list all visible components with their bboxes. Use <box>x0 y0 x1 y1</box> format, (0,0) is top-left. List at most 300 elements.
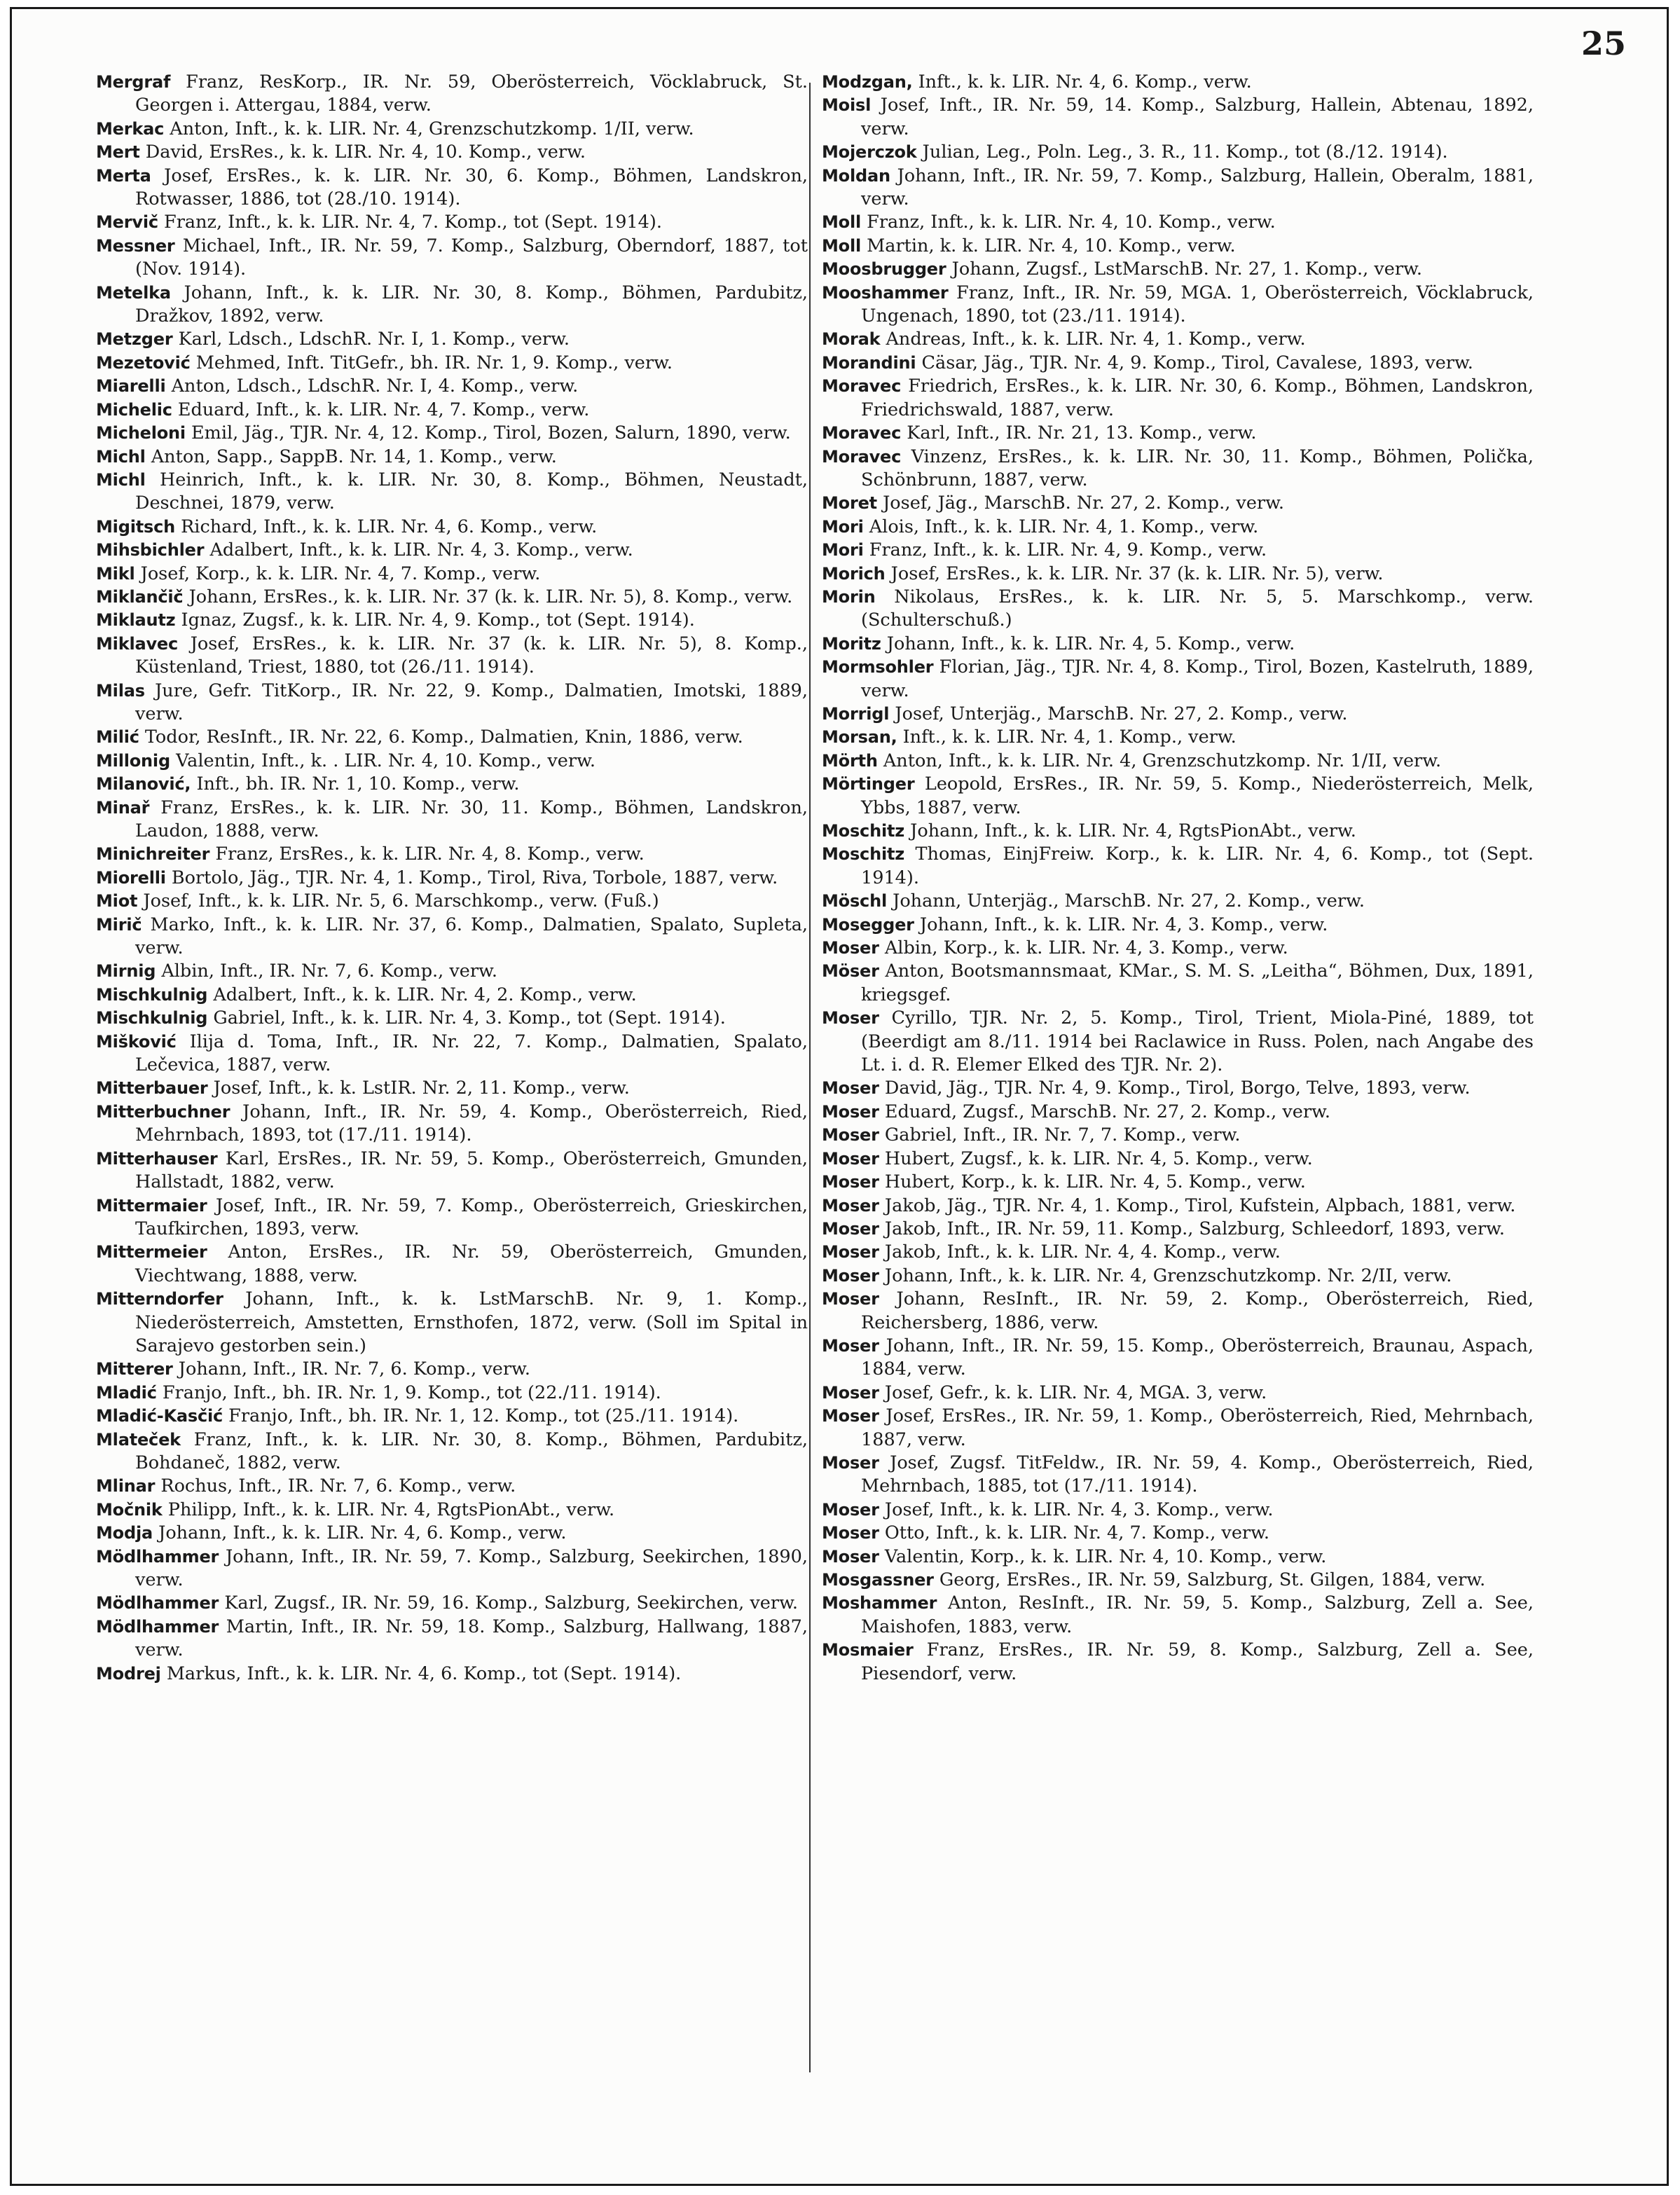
register-entry <box>96 726 808 749</box>
entry-surname: Moser <box>822 1008 879 1028</box>
entry-details: Anton, Sapp., SappB. Nr. 14, 1. Komp., verw. <box>151 446 557 467</box>
entry-details: Josef, Korp., k. k. LIR. Nr. 4, 7. Komp., verw. <box>140 563 541 584</box>
register-entry <box>822 1265 1534 1288</box>
entry-details: Karl, Ldsch., LdschR. Nr. I, 1. Komp., verw. <box>178 329 570 350</box>
entry-details: Valentin, Inft., k. . LIR. Nr. 4, 10. Komp., verw. <box>176 750 595 771</box>
register-entry <box>96 516 808 539</box>
register-entry <box>96 375 808 398</box>
entry-details: Johann, Inft., k. k. LIR. Nr. 30, 8. Komp., Böhmen, Pardubitz, Dražkov, 1892, verw. <box>135 282 808 327</box>
entry-details: Hubert, Zugsf., k. k. LIR. Nr. 4, 5. Komp., verw. <box>884 1148 1313 1169</box>
entry-details: Rochus, Inft., IR. Nr. 7, 6. Komp., verw. <box>160 1475 516 1497</box>
register-entry <box>822 960 1534 1007</box>
entry-surname: Mitterbauer <box>96 1078 208 1099</box>
entry-surname: Mitterbuchner <box>96 1101 230 1122</box>
entry-details: Josef, ErsRes., k. k. LIR. Nr. 37 (k. k. LIR. Nr. 5), verw. <box>890 563 1384 584</box>
entry-surname: Miklančič <box>96 586 184 607</box>
register-entry <box>96 469 808 516</box>
entry-details: Josef, Zugsf. TitFeldw., IR. Nr. 59, 4. Komp., Oberösterreich, Ried, Mehrnbach, 1885, tot (17./11. 1914). <box>861 1452 1534 1497</box>
entry-surname: Mörth <box>822 750 878 771</box>
entry-surname: Moosbrugger <box>822 259 946 280</box>
register-entry <box>96 1546 808 1592</box>
register-entry <box>96 750 808 773</box>
register-entry <box>822 1077 1534 1100</box>
register-entry <box>822 492 1534 515</box>
entry-surname: Moravec <box>822 446 902 467</box>
register-entry <box>96 773 808 796</box>
register-entry <box>96 563 808 586</box>
entry-details: Inft., k. k. LIR. Nr. 4, 6. Komp., verw. <box>918 71 1252 92</box>
register-entry <box>96 914 808 961</box>
entry-surname: Miarelli <box>96 376 166 397</box>
entry-details: Franz, ErsRes., k. k. LIR. Nr. 30, 11. Komp., Böhmen, Landskron, Laudon, 1888, verw. <box>135 797 808 841</box>
entry-surname: Moll <box>822 212 862 233</box>
entry-surname: Miklavec <box>96 633 179 654</box>
entry-details: Anton, ErsRes., IR. Nr. 59, Oberösterreich, Gmunden, Viechtwang, 1888, verw. <box>135 1241 808 1286</box>
register-entry <box>96 1592 808 1615</box>
register-entry <box>96 1499 808 1522</box>
entry-surname: Morsan, <box>822 727 897 748</box>
entry-surname: Mosegger <box>822 914 914 935</box>
register-entry <box>96 890 808 913</box>
entry-details: Jure, Gefr. TitKorp., IR. Nr. 22, 9. Komp., Dalmatien, Imotski, 1889, verw. <box>135 680 808 724</box>
entry-surname: Micheloni <box>96 423 186 443</box>
entry-surname: Michelic <box>96 399 172 420</box>
register-entry <box>822 937 1534 960</box>
entry-details: Bortolo, Jäg., TJR. Nr. 4, 1. Komp., Tirol, Riva, Torbole, 1887, verw. <box>171 867 778 888</box>
register-entry <box>822 1522 1534 1545</box>
register-entry <box>822 633 1534 656</box>
entry-surname: Morich <box>822 563 886 584</box>
entry-details: Thomas, EinjFreiw. Korp., k. k. LIR. Nr. 4, 6. Komp., tot (Sept. 1914). <box>861 844 1534 888</box>
register-entry <box>96 165 808 212</box>
entry-surname: Morin <box>822 586 876 607</box>
entry-surname: Moravec <box>822 423 902 443</box>
entry-surname: Morandini <box>822 352 916 373</box>
entry-details: Johann, Inft., IR. Nr. 59, 15. Komp., Oberösterreich, Braunau, Aspach, 1884, verw. <box>861 1335 1534 1380</box>
entry-surname: Mlateček <box>96 1429 181 1450</box>
entry-details: Martin, k. k. LIR. Nr. 4, 10. Komp., verw. <box>867 235 1236 256</box>
register-entry <box>822 563 1534 586</box>
entry-details: Franz, ErsRes., IR. Nr. 59, 8. Komp., Salzburg, Zell a. See, Piesendorf, verw. <box>861 1639 1534 1684</box>
register-entry <box>822 914 1534 937</box>
entry-surname: Mergraf <box>96 72 171 92</box>
entry-details: Vinzenz, ErsRes., k. k. LIR. Nr. 30, 11. Komp., Böhmen, Polička, Schönbrunn, 1887, verw. <box>861 446 1534 490</box>
entry-details: Mehmed, Inft. TitGefr., bh. IR. Nr. 1, 9. Komp., verw. <box>195 352 673 373</box>
register-entry <box>822 516 1534 539</box>
entry-details: Franz, Inft., IR. Nr. 59, MGA. 1, Oberösterreich, Vöcklabruck, Ungenach, 1890, tot (23./11. 1914). <box>861 282 1534 327</box>
register-entry <box>96 1405 808 1428</box>
entry-details: Adalbert, Inft., k. k. LIR. Nr. 4, 3. Komp., verw. <box>209 539 633 561</box>
entry-surname: Moser <box>822 1289 879 1309</box>
entry-surname: Mödlhammer <box>96 1616 219 1637</box>
entry-surname: Moser <box>822 1265 879 1286</box>
entry-surname: Morrigl <box>822 703 890 724</box>
entry-details: Franz, ResKorp., IR. Nr. 59, Oberösterreich, Vöcklabruck, St. Georgen i. Attergau, 1884, verw. <box>135 71 808 116</box>
entry-surname: Moschitz <box>822 821 905 841</box>
register-entry <box>822 1452 1534 1499</box>
register-entry <box>96 680 808 727</box>
register-entry <box>96 984 808 1007</box>
entry-surname: Mladić <box>96 1382 157 1403</box>
register-entry <box>96 1616 808 1663</box>
register-entry <box>96 1429 808 1475</box>
entry-details: Josef, ErsRes., k. k. LIR. Nr. 37 (k. k. LIR. Nr. 5), 8. Komp., Küstenland, Triest, 1880, tot (26./11. 1914). <box>135 633 808 678</box>
entry-details: Franjo, Inft., bh. IR. Nr. 1, 9. Komp., tot (22./11. 1914). <box>162 1382 661 1403</box>
register-entry <box>822 71 1534 94</box>
entry-surname: Mišković <box>96 1031 177 1052</box>
entry-surname: Moser <box>822 1452 879 1473</box>
entry-surname: Millonig <box>96 750 170 771</box>
entry-surname: Moravec <box>822 376 902 397</box>
entry-surname: Miorelli <box>96 867 166 888</box>
entry-surname: Moser <box>822 1148 879 1169</box>
entry-details: Anton, Inft., k. k. LIR. Nr. 4, Grenzschutzkomp. Nr. 1/II, verw. <box>883 750 1442 771</box>
entry-details: Florian, Jäg., TJR. Nr. 4, 8. Komp., Tirol, Bozen, Kastelruth, 1889, verw. <box>861 656 1534 701</box>
entry-details: Josef, Gefr., k. k. LIR. Nr. 4, MGA. 3, verw. <box>884 1382 1267 1403</box>
entry-surname: Möser <box>822 961 879 982</box>
entry-surname: Moser <box>822 938 879 958</box>
entry-surname: Mirnig <box>96 961 156 982</box>
register-entry <box>96 1288 808 1358</box>
entry-surname: Mert <box>96 142 140 163</box>
entry-details: Josef, ErsRes., IR. Nr. 59, 1. Komp., Oberösterreich, Ried, Mehrnbach, 1887, verw. <box>861 1405 1534 1450</box>
register-entry <box>96 1007 808 1030</box>
register-entry <box>822 422 1534 445</box>
entry-details: Marko, Inft., k. k. LIR. Nr. 37, 6. Komp., Dalmatien, Spalato, Supleta, verw. <box>135 914 808 959</box>
register-entry <box>822 890 1534 913</box>
entry-surname: Moisl <box>822 95 872 116</box>
entry-surname: Mojerczok <box>822 142 917 163</box>
entry-details: Karl, Zugsf., IR. Nr. 59, 16. Komp., Salzburg, Seekirchen, verw. <box>224 1592 798 1614</box>
entry-surname: Merkac <box>96 118 165 139</box>
register-entry <box>96 960 808 983</box>
register-entry <box>96 282 808 329</box>
entry-details: Anton, Ldsch., LdschR. Nr. I, 4. Komp., verw. <box>171 376 579 397</box>
entry-surname: Moldan <box>822 165 890 186</box>
entry-details: Julian, Leg., Poln. Leg., 3. R., 11. Komp., tot (8./12. 1914). <box>922 142 1448 163</box>
register-entry <box>822 1382 1534 1405</box>
entry-details: Gabriel, Inft., IR. Nr. 7, 7. Komp., verw. <box>884 1124 1241 1146</box>
entry-details: Hubert, Korp., k. k. LIR. Nr. 4, 5. Komp., verw. <box>884 1171 1306 1193</box>
entry-details: Inft., bh. IR. Nr. 1, 10. Komp., verw. <box>196 773 520 795</box>
entry-surname: Milas <box>96 680 145 701</box>
entry-surname: Mosgassner <box>822 1570 934 1590</box>
register-entry <box>822 539 1534 562</box>
entry-surname: Mischkulnig <box>96 984 208 1005</box>
register-entry <box>822 773 1534 820</box>
entry-details: David, ErsRes., k. k. LIR. Nr. 4, 10. Komp., verw. <box>145 142 586 163</box>
register-entry <box>822 1569 1534 1592</box>
register-entry <box>822 446 1534 493</box>
register-entry <box>822 1218 1534 1241</box>
entry-details: Josef, ErsRes., k. k. LIR. Nr. 30, 6. Komp., Böhmen, Landskron, Rotwasser, 1886, tot (28./10. 1914). <box>135 165 808 210</box>
entry-surname: Michl <box>96 469 146 490</box>
register-entry <box>822 656 1534 703</box>
entry-surname: Moritz <box>822 633 881 654</box>
entry-details: Franz, Inft., k. k. LIR. Nr. 30, 8. Komp., Böhmen, Pardubitz, Bohdaneč, 1882, verw. <box>135 1429 808 1473</box>
entry-surname: Moser <box>822 1172 879 1192</box>
register-entry <box>96 1148 808 1195</box>
entry-details: Johann, Inft., k. k. LstMarschB. Nr. 9, 1. Komp., Niederösterreich, Amstetten, Ernsthofen, 1872, verw. (Soll im Spital in Sarajevo gestorben sein.) <box>135 1288 808 1356</box>
entry-surname: Mischkulnig <box>96 1008 208 1028</box>
register-entry <box>822 1405 1534 1452</box>
entry-surname: Michl <box>96 446 146 467</box>
entry-details: Cyrillo, TJR. Nr. 2, 5. Komp., Tirol, Trient, Miola-Piné, 1889, tot (Beerdigt am 8./11. 1914 bei Raclawice in Russ. Polen, nach Angabe des Lt. i. d. R. Elemer Elked des TJR. Nr. 2). <box>861 1007 1534 1076</box>
page-number: 25 <box>1581 25 1626 62</box>
register-entry <box>96 1475 808 1498</box>
entry-details: Johann, Zugsf., LstMarschB. Nr. 27, 1. Komp., verw. <box>951 259 1422 280</box>
register-entry <box>96 1195 808 1241</box>
entry-surname: Merta <box>96 165 151 186</box>
register-entry <box>822 1592 1534 1639</box>
entry-details: Ilija d. Toma, Inft., IR. Nr. 22, 7. Komp., Dalmatien, Spalato, Lečevica, 1887, verw. <box>135 1031 808 1076</box>
register-entry <box>96 352 808 375</box>
entry-details: Adalbert, Inft., k. k. LIR. Nr. 4, 2. Komp., verw. <box>213 984 637 1005</box>
entry-surname: Miot <box>96 891 138 911</box>
entry-surname: Mladić-Kasčić <box>96 1406 223 1426</box>
entry-surname: Mödlhammer <box>96 1593 219 1613</box>
register-entry <box>96 1031 808 1078</box>
entry-surname: Moser <box>822 1101 879 1122</box>
entry-details: Heinrich, Inft., k. k. LIR. Nr. 30, 8. Komp., Böhmen, Neustadt, Deschnei, 1879, verw. <box>135 469 808 514</box>
register-entry <box>96 328 808 351</box>
entry-details: Martin, Inft., IR. Nr. 59, 18. Komp., Salzburg, Hallwang, 1887, verw. <box>135 1616 808 1661</box>
register-entry <box>822 1148 1534 1171</box>
register-entry <box>96 867 808 890</box>
entry-details: Franz, Inft., k. k. LIR. Nr. 4, 7. Komp., tot (Sept. 1914). <box>164 212 662 233</box>
entry-details: Johann, Inft., k. k. LIR. Nr. 4, 5. Komp., verw. <box>886 633 1295 654</box>
entry-surname: Metzger <box>96 329 173 350</box>
register-entry <box>822 211 1534 234</box>
entry-details: Philipp, Inft., k. k. LIR. Nr. 4, RgtsPionAbt., verw. <box>167 1499 615 1520</box>
entry-details: Josef, Inft., IR. Nr. 59, 7. Komp., Oberösterreich, Grieskirchen, Taufkirchen, 1893, verw. <box>135 1195 808 1239</box>
entry-details: Johann, Inft., k. k. LIR. Nr. 4, 6. Komp., verw. <box>158 1522 567 1544</box>
entry-details: Josef, Unterjäg., MarschB. Nr. 27, 2. Komp., verw. <box>895 703 1348 724</box>
entry-surname: Moser <box>822 1335 879 1356</box>
entry-details: David, Jäg., TJR. Nr. 4, 9. Komp., Tirol, Borgo, Telve, 1893, verw. <box>884 1078 1471 1099</box>
entry-details: Ignaz, Zugsf., k. k. LIR. Nr. 4, 9. Komp., tot (Sept. 1914). <box>181 610 695 631</box>
register-entry <box>96 118 808 141</box>
register-entry <box>822 258 1534 281</box>
entry-details: Josef, Inft., k. k. LIR. Nr. 4, 3. Komp., verw. <box>884 1499 1274 1520</box>
register-entry <box>822 843 1534 890</box>
entry-details: Michael, Inft., IR. Nr. 59, 7. Komp., Salzburg, Oberndorf, 1887, tot (Nov. 1914). <box>135 235 808 280</box>
entry-surname: Möschl <box>822 891 887 911</box>
entry-details: Albin, Korp., k. k. LIR. Nr. 4, 3. Komp., verw. <box>884 937 1288 959</box>
register-entry <box>822 1124 1534 1147</box>
entry-surname: Moser <box>822 1406 879 1426</box>
register-entry <box>822 1499 1534 1522</box>
entry-details: Johann, Unterjäg., MarschB. Nr. 27, 2. Komp., verw. <box>893 890 1365 912</box>
entry-details: Anton, Bootsmannsmaat, KMar., S. M. S. „Leitha“, Böhmen, Dux, 1891, kriegsgef. <box>861 961 1534 1005</box>
entry-surname: Moser <box>822 1125 879 1145</box>
register-entry <box>822 352 1534 375</box>
entry-surname: Mörtinger <box>822 774 915 794</box>
entry-surname: Minař <box>96 797 150 818</box>
register-entry <box>822 1288 1534 1335</box>
register-entry <box>822 586 1534 633</box>
register-entry <box>96 609 808 632</box>
register-entry <box>96 843 808 866</box>
entry-surname: Milić <box>96 727 139 748</box>
entry-details: Franz, ErsRes., k. k. LIR. Nr. 4, 8. Komp., verw. <box>215 844 645 865</box>
entry-details: Otto, Inft., k. k. LIR. Nr. 4, 7. Komp., verw. <box>884 1522 1270 1544</box>
entry-surname: Močnik <box>96 1499 163 1520</box>
entry-details: Cäsar, Jäg., TJR. Nr. 4, 9. Komp., Tirol, Cavalese, 1893, verw. <box>921 352 1473 373</box>
entry-details: Georg, ErsRes., IR. Nr. 59, Salzburg, St. Gilgen, 1884, verw. <box>939 1569 1486 1590</box>
entry-surname: Mikl <box>96 563 135 584</box>
entry-details: Alois, Inft., k. k. LIR. Nr. 4, 1. Komp., verw. <box>869 516 1259 537</box>
entry-details: Johann, Inft., IR. Nr. 59, 7. Komp., Salzburg, Seekirchen, 1890, verw. <box>135 1546 808 1590</box>
entry-surname: Modrej <box>96 1663 161 1684</box>
entry-surname: Mosmaier <box>822 1640 914 1660</box>
register-entry <box>822 1007 1534 1077</box>
entry-surname: Moser <box>822 1218 879 1239</box>
register-entry <box>96 633 808 680</box>
entry-details: Johann, ResInft., IR. Nr. 59, 2. Komp., Oberösterreich, Ried, Reichersberg, 1886, verw. <box>861 1288 1534 1333</box>
entry-details: Franz, Inft., k. k. LIR. Nr. 4, 10. Komp., verw. <box>867 212 1276 233</box>
register-entry <box>96 1358 808 1381</box>
register-entry <box>822 1639 1534 1686</box>
register-entry <box>96 141 808 164</box>
entry-details: Nikolaus, ErsRes., k. k. LIR. Nr. 5, 5. Marschkomp., verw. (Schulterschuß.) <box>861 586 1534 631</box>
entry-surname: Moser <box>822 1546 879 1567</box>
entry-details: Anton, Inft., k. k. LIR. Nr. 4, Grenzschutzkomp. 1/II, verw. <box>170 118 694 139</box>
entry-surname: Mezetović <box>96 352 191 373</box>
register-entry <box>822 235 1534 258</box>
entry-surname: Moschitz <box>822 844 905 865</box>
entry-surname: Moser <box>822 1078 879 1099</box>
entry-surname: Mitterer <box>96 1359 173 1379</box>
entry-details: Franz, Inft., k. k. LIR. Nr. 4, 9. Komp., verw. <box>869 539 1267 561</box>
register-entry <box>96 422 808 445</box>
entry-surname: Miklautz <box>96 610 176 631</box>
register-entry <box>822 1195 1534 1218</box>
entry-surname: Mervič <box>96 212 158 233</box>
entry-surname: Moshammer <box>822 1593 937 1613</box>
entry-surname: Moret <box>822 493 877 514</box>
register-entry <box>96 586 808 609</box>
register-entry <box>822 1241 1534 1264</box>
register-entry <box>96 399 808 422</box>
entry-surname: Mihsbichler <box>96 540 205 560</box>
entry-surname: Morak <box>822 329 881 350</box>
entry-surname: Mittermeier <box>96 1242 207 1262</box>
entry-surname: Mooshammer <box>822 282 949 303</box>
entry-details: Johann, Inft., k. k. LIR. Nr. 4, Grenzschutzkomp. Nr. 2/II, verw. <box>884 1265 1452 1286</box>
entry-details: Franjo, Inft., bh. IR. Nr. 1, 12. Komp., tot (25./11. 1914). <box>228 1405 739 1427</box>
register-entry <box>822 328 1534 351</box>
entry-details: Johann, Inft., k. k. LIR. Nr. 4, 3. Komp., verw. <box>919 914 1328 935</box>
entry-details: Richard, Inft., k. k. LIR. Nr. 4, 6. Komp., verw. <box>181 516 598 537</box>
entry-details: Josef, Inft., IR. Nr. 59, 14. Komp., Salzburg, Hallein, Abtenau, 1892, verw. <box>861 95 1534 139</box>
entry-details: Johann, Inft., k. k. LIR. Nr. 4, RgtsPionAbt., verw. <box>910 820 1356 841</box>
entry-details: Jakob, Inft., IR. Nr. 59, 11. Komp., Salzburg, Schleedorf, 1893, verw. <box>884 1218 1505 1239</box>
entry-surname: Mormsohler <box>822 657 934 677</box>
entry-details: Inft., k. k. LIR. Nr. 4, 1. Komp., verw. <box>902 727 1237 748</box>
register-entry <box>96 446 808 469</box>
register-entry <box>96 1077 808 1100</box>
entry-surname: Migitsch <box>96 516 175 537</box>
entry-details: Leopold, ErsRes., IR. Nr. 59, 5. Komp., Niederösterreich, Melk, Ybbs, 1887, verw. <box>861 773 1534 818</box>
entry-details: Josef, Jäg., MarschB. Nr. 27, 2. Komp., verw. <box>883 493 1285 514</box>
register-entry <box>822 375 1534 422</box>
entry-surname: Mitterndorfer <box>96 1289 223 1309</box>
register-entry <box>96 1241 808 1288</box>
register-entry <box>822 750 1534 773</box>
entry-details: Emil, Jäg., TJR. Nr. 4, 12. Komp., Tirol, Bozen, Salurn, 1890, verw. <box>191 422 791 444</box>
register-entry <box>822 1171 1534 1194</box>
entry-surname: Mittermaier <box>96 1195 207 1216</box>
entry-surname: Moser <box>822 1499 879 1520</box>
entry-surname: Modzgan, <box>822 72 913 92</box>
entry-details: Gabriel, Inft., k. k. LIR. Nr. 4, 3. Komp., tot (Sept. 1914). <box>213 1007 726 1029</box>
column-divider <box>809 83 811 2072</box>
entry-details: Markus, Inft., k. k. LIR. Nr. 4, 6. Komp., tot (Sept. 1914). <box>166 1663 682 1684</box>
entry-details: Eduard, Zugsf., MarschB. Nr. 27, 2. Komp., verw. <box>884 1101 1330 1122</box>
entry-surname: Mitterhauser <box>96 1148 218 1169</box>
register-entry <box>822 1101 1534 1124</box>
entry-surname: Metelka <box>96 282 171 303</box>
entry-surname: Modja <box>96 1523 153 1543</box>
register-entry <box>822 1546 1534 1569</box>
entry-surname: Mödlhammer <box>96 1546 219 1567</box>
entry-details: Josef, Inft., k. k. LIR. Nr. 5, 6. Marschkomp., verw. (Fuß.) <box>143 890 659 912</box>
register-entry <box>822 703 1534 726</box>
entry-details: Karl, Inft., IR. Nr. 21, 13. Komp., verw. <box>907 422 1257 444</box>
entry-surname: Moser <box>822 1195 879 1216</box>
register-entry <box>96 235 808 282</box>
register-entry <box>822 1335 1534 1382</box>
entry-surname: Messner <box>96 235 175 256</box>
register-entry <box>96 1522 808 1545</box>
register-entry <box>96 71 808 118</box>
entry-surname: Mirič <box>96 914 142 935</box>
entry-details: Andreas, Inft., k. k. LIR. Nr. 4, 1. Komp., verw. <box>886 329 1306 350</box>
register-entry <box>822 282 1534 329</box>
entry-details: Johann, ErsRes., k. k. LIR. Nr. 37 (k. k. LIR. Nr. 5), 8. Komp., verw. <box>188 586 793 607</box>
register-entry <box>96 797 808 844</box>
register-entry <box>822 141 1534 164</box>
entry-surname: Moser <box>822 1523 879 1543</box>
entry-details: Eduard, Inft., k. k. LIR. Nr. 4, 7. Komp., verw. <box>177 399 590 420</box>
entry-details: Karl, ErsRes., IR. Nr. 59, 5. Komp., Oberösterreich, Gmunden, Hallstadt, 1882, verw. <box>135 1148 808 1193</box>
left-column <box>96 71 808 1686</box>
entry-details: Friedrich, ErsRes., k. k. LIR. Nr. 30, 6. Komp., Böhmen, Landskron, Friedrichswald, 1887, verw. <box>861 376 1534 420</box>
entry-details: Josef, Inft., k. k. LstIR. Nr. 2, 11. Komp., verw. <box>213 1078 630 1099</box>
register-entry <box>96 211 808 234</box>
entry-surname: Moll <box>822 235 862 256</box>
register-entry <box>822 165 1534 212</box>
entry-details: Johann, Inft., IR. Nr. 59, 4. Komp., Oberösterreich, Ried, Mehrnbach, 1893, tot (17./11. 1914). <box>135 1101 808 1146</box>
entry-details: Todor, ResInft., IR. Nr. 22, 6. Komp., Dalmatien, Knin, 1886, verw. <box>144 727 743 748</box>
entry-details: Jakob, Jäg., TJR. Nr. 4, 1. Komp., Tirol, Kufstein, Alpbach, 1881, verw. <box>884 1195 1516 1216</box>
entry-surname: Mlinar <box>96 1476 156 1496</box>
entry-surname: Mori <box>822 516 864 537</box>
register-entry <box>96 1663 808 1686</box>
entry-surname: Moser <box>822 1382 879 1403</box>
register-entry <box>96 539 808 562</box>
right-column <box>822 71 1534 1686</box>
register-entry <box>96 1101 808 1148</box>
entry-details: Jakob, Inft., k. k. LIR. Nr. 4, 4. Komp., verw. <box>884 1241 1281 1263</box>
document-page <box>10 7 1669 2186</box>
register-entry <box>822 94 1534 141</box>
entry-details: Anton, ResInft., IR. Nr. 59, 5. Komp., Salzburg, Zell a. See, Maishofen, 1883, verw. <box>861 1592 1534 1637</box>
entry-surname: Mori <box>822 540 864 560</box>
entry-surname: Moser <box>822 1242 879 1262</box>
entry-details: Johann, Inft., IR. Nr. 59, 7. Komp., Salzburg, Hallein, Oberalm, 1881, verw. <box>861 165 1534 210</box>
